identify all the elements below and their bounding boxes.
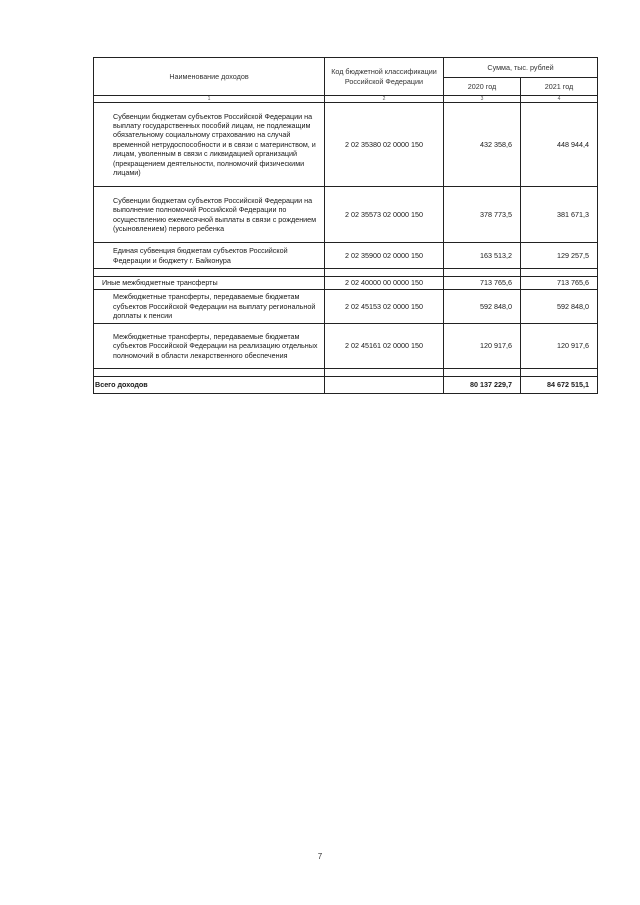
table-row xyxy=(94,103,598,187)
total-code-empty xyxy=(325,377,444,394)
header-code: Код бюджетной классификации Российской Федерации xyxy=(325,58,444,96)
header-sum: Сумма, тыс. рублей xyxy=(444,58,598,78)
row-amount-2021: 381 671,3 xyxy=(521,187,598,243)
row-amount-2021: 129 257,5 xyxy=(521,243,598,269)
row-amount-2020: 163 513,2 xyxy=(444,243,521,269)
row-amount-2020: 713 765,6 xyxy=(444,277,521,290)
table-row xyxy=(94,290,598,324)
row-amount-2020: 120 917,6 xyxy=(444,324,521,369)
header-year-2021: 2021 год xyxy=(521,78,598,96)
row-amount-2021: 592 848,0 xyxy=(521,290,598,324)
column-number: 2 xyxy=(325,96,444,103)
row-amount-2021: 713 765,6 xyxy=(521,277,598,290)
row-name: Межбюджетные трансферты, передаваемые бюджетам субъектов Российской Федерации на реализацию отдельных полномочий в области лекарственного обеспечения xyxy=(94,324,325,369)
row-code: 2 02 35900 02 0000 150 xyxy=(325,243,444,269)
table-row xyxy=(94,277,598,290)
row-name: Межбюджетные трансферты, передаваемые бюджетам субъектов Российской Федерации на выплату региональной доплаты к пенсии xyxy=(94,290,325,324)
total-label: Всего доходов xyxy=(94,377,325,394)
total-amount-2020: 80 137 229,7 xyxy=(444,377,521,394)
row-name: Субвенции бюджетам субъектов Российской Федерации на выплату государственных пособий лицам, не подлежащим обязательному социальному страхованию на случай временной нетрудоспособности и в связи с материнством, и лицам, уволенным в связи с ликвидацией организаций (прекращением деятельности, полномочий физическими лицами) xyxy=(94,103,325,187)
table-row xyxy=(94,187,598,243)
header-name: Наименование доходов xyxy=(94,58,325,96)
total-amount-2021: 84 672 515,1 xyxy=(521,377,598,394)
page-number: 7 xyxy=(317,852,323,861)
row-amount-2020: 432 358,6 xyxy=(444,103,521,187)
row-code: 2 02 45161 02 0000 150 xyxy=(325,324,444,369)
row-code: 2 02 45153 02 0000 150 xyxy=(325,290,444,324)
column-number: 3 xyxy=(444,96,521,103)
column-number: 1 xyxy=(94,96,325,103)
row-amount-2020: 378 773,5 xyxy=(444,187,521,243)
row-name: Субвенции бюджетам субъектов Российской Федерации на выполнение полномочий Российской Федерации по осуществлению ежемесячной выплаты в связи с рождением (усыновлением) первого ребенка xyxy=(94,187,325,243)
row-code: 2 02 35573 02 0000 150 xyxy=(325,187,444,243)
row-amount-2021: 448 944,4 xyxy=(521,103,598,187)
header-year-2020: 2020 год xyxy=(444,78,521,96)
row-name: Иные межбюджетные трансферты xyxy=(94,277,325,290)
row-amount-2021: 120 917,6 xyxy=(521,324,598,369)
table-row-spacer xyxy=(94,369,598,377)
column-number: 4 xyxy=(521,96,598,103)
row-code: 2 02 40000 00 0000 150 xyxy=(325,277,444,290)
row-code: 2 02 35380 02 0000 150 xyxy=(325,103,444,187)
row-name: Единая субвенция бюджетам субъектов Российской Федерации и бюджету г. Байконура xyxy=(94,243,325,269)
table-row-spacer xyxy=(94,269,598,277)
table-row xyxy=(94,324,598,369)
row-amount-2020: 592 848,0 xyxy=(444,290,521,324)
column-number-row xyxy=(94,96,598,103)
total-row xyxy=(94,377,598,394)
revenue-table xyxy=(93,57,598,394)
table-row xyxy=(94,243,598,269)
